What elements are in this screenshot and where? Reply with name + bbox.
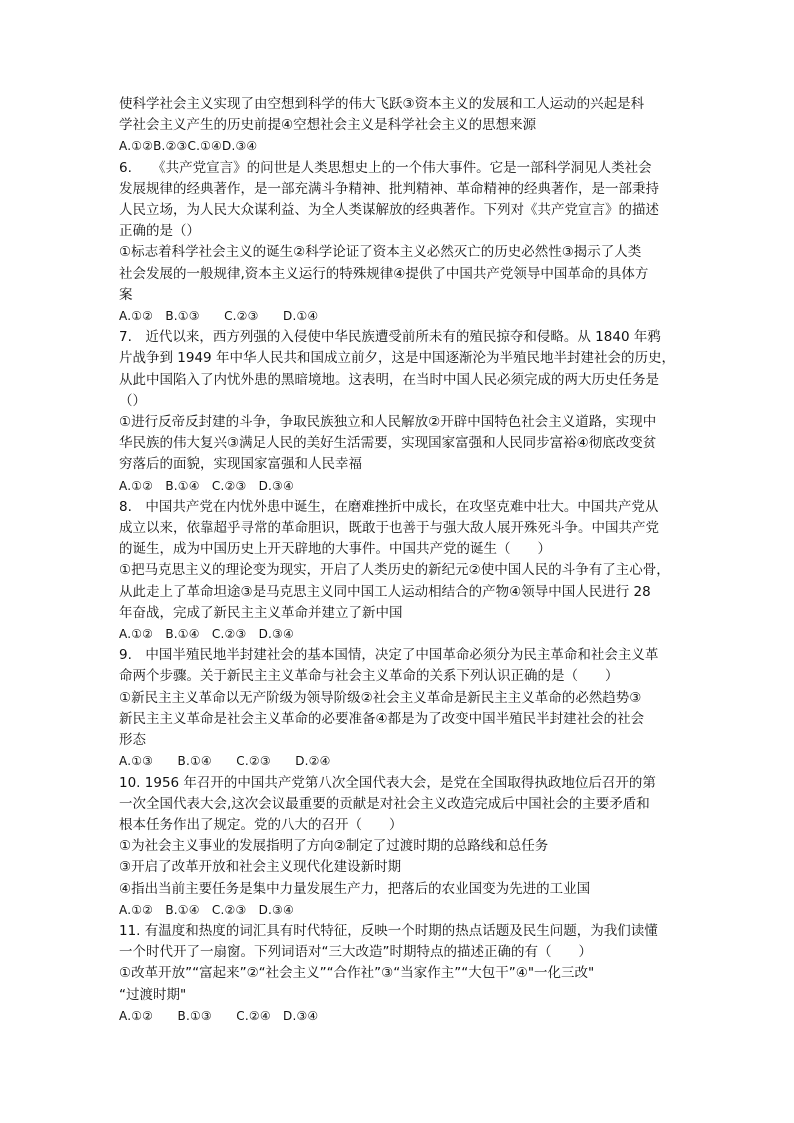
statement-line: ①改革开放”“富起来”②“社会主义”“合作社”③“当家作主”“大包干”④"一化三改" xyxy=(119,965,595,982)
question-stem: 9. 中国半殖民地半封建社会的基本国情，决定了中国革命必须分为民主革命和社会主义革 xyxy=(119,647,659,664)
text-line: 从此中国陷入了内忧外患的黑暗境地。这表明，在当时中国人民必须完成的两大历史任务是 xyxy=(119,371,659,388)
question-content xyxy=(119,94,679,1027)
statement-line: ③开启了改革开放和社会主义现代化建设新时期 xyxy=(119,859,402,876)
text-line: 根本任务作出了规定。党的八大的召开（ ） xyxy=(119,816,403,833)
text-line: 一个时代开了一扇窗。下列词语对“三大改造”时期特点的描述正确的有（ ） xyxy=(119,944,592,961)
answer-options: A.①②B.②③C.①④D.③④ xyxy=(119,139,258,154)
statement-line: “过渡时期" xyxy=(119,986,187,1003)
text-line: 发展规律的经典著作，是一部充满斗争精神、批判精神、革命精神的经典著作，是一部秉持 xyxy=(119,180,659,197)
question-stem: 7. 近代以来，西方列强的入侵使中华民族遭受前所未有的殖民掠夺和侵略。从 1840 年鸦 xyxy=(119,329,661,346)
statement-line: ①新民主主义革命以无产阶级为领导阶级②社会主义革命是新民主主义革命的必然趋势③ xyxy=(119,689,642,706)
text-line: 人民立场，为人民大众谋利益、为全人类谋解放的经典著作。下列对《共产党宣言》的描述 xyxy=(119,202,659,219)
question-8 xyxy=(119,497,679,645)
text-line: 正确的是（） xyxy=(119,223,200,240)
question-6 xyxy=(119,158,679,328)
text-line: （） xyxy=(119,392,146,409)
question-9 xyxy=(119,645,679,772)
answer-options: A.①② B.①④ C.②③ D.③④ xyxy=(119,627,294,642)
statement-line: ①为社会主义事业的发展指明了方向②制定了过渡时期的总路线和总任务 xyxy=(119,838,549,855)
statement-line: 社会发展的一般规律,资本主义运行的特殊规律④提供了中国共产党领导中国革命的具体方 xyxy=(119,265,649,282)
text-line: 片战争到 1949 年中华人民共和国成立前夕，这是中国逐渐沦为半殖民地半封建社会的历史， xyxy=(119,350,675,367)
question-stem: 6. 《共产党宣言》的问世是人类思想史上的一个伟大事件。它是一部科学洞见人类社会 xyxy=(119,159,652,176)
answer-options: A.①② B.①③ C.②③ D.①④ xyxy=(119,309,319,324)
question-7 xyxy=(119,327,679,497)
statement-line: 案 xyxy=(119,286,133,303)
answer-options: A.①② B.①④ C.②③ D.③④ xyxy=(119,478,294,493)
statement-line: ①标志着科学社会主义的诞生②科学论证了资本主义必然灭亡的历史必然性③揭示了人类 xyxy=(119,244,642,261)
question-stem: 10. 1956 年召开的中国共产党第八次全国代表大会，是党在全国取得执政地位后召开的第 xyxy=(119,774,656,791)
question-stem: 11. 有温度和热度的词汇具有时代特征，反映一个时期的热点话题及民生问题，为我们读懂 xyxy=(119,922,658,939)
question-11 xyxy=(119,921,679,1027)
statement-line: ①把马克思主义的理论变为现实，开启了人类历史的新纪元②使中国人民的斗争有了主心骨， xyxy=(119,562,670,579)
question-10 xyxy=(119,773,679,921)
text-line: 成立以来，依靠超乎寻常的革命胆识，既敢于也善于与强大敌人展开殊死斗争。中国共产党 xyxy=(119,520,659,537)
statement-line: 新民主主义革命是社会主义革命的必要准备④都是为了改变中国半殖民半封建社会的社会 xyxy=(119,710,645,727)
text-line: 学社会主义产生的历史前提④空想社会主义是科学社会主义的思想来源 xyxy=(119,117,537,134)
answer-options: A.①② B.①③ C.②④ D.③④ xyxy=(119,1008,319,1023)
intro-block xyxy=(119,94,679,158)
question-stem: 8. 中国共产党在内忧外患中诞生，在磨难挫折中成长，在攻坚克难中壮大。中国共产党从 xyxy=(119,498,659,515)
statement-line: ①进行反帝反封建的斗争，争取民族独立和人民解放②开辟中国特色社会主义道路，实现中 xyxy=(119,414,657,431)
statement-line: ④指出当前主要任务是集中力量发展生产力，把落后的农业国变为先进的工业国 xyxy=(119,880,591,897)
text-line: 使科学社会主义实现了由空想到科学的伟大飞跃③资本主义的发展和工人运动的兴起是科 xyxy=(119,96,645,112)
answer-options: A.①② B.①④ C.②③ D.③④ xyxy=(119,902,294,917)
text-line: 命两个步骤。关于新民主主义革命与社会主义革命的关系下列认识正确的是（ ） xyxy=(119,668,619,685)
answer-options: A.①③ B.①④ C.②③ D.②④ xyxy=(119,754,331,769)
text-line: 一次全国代表大会,这次会议最重要的贡献是对社会主义改造完成后中国社会的主要矛盾和 xyxy=(119,795,650,812)
statement-line: 形态 xyxy=(119,732,146,749)
statement-line: 从此走上了革命坦途③是马克思主义同中国工人运动相结合的产物④领导中国人民进行 28 xyxy=(119,583,651,600)
text-line: 的诞生，成为中国历史上开天辟地的大事件。中国共产党的诞生（ ） xyxy=(119,541,551,558)
statement-line: 华民族的伟大复兴③满足人民的美好生活需要，实现国家富强和人民同步富裕④彻底改变贫 xyxy=(119,435,657,452)
statement-line: 年奋战，完成了新民主主义革命并建立了新中国 xyxy=(119,604,403,621)
statement-line: 穷落后的面貌，实现国家富强和人民幸福 xyxy=(119,456,362,473)
